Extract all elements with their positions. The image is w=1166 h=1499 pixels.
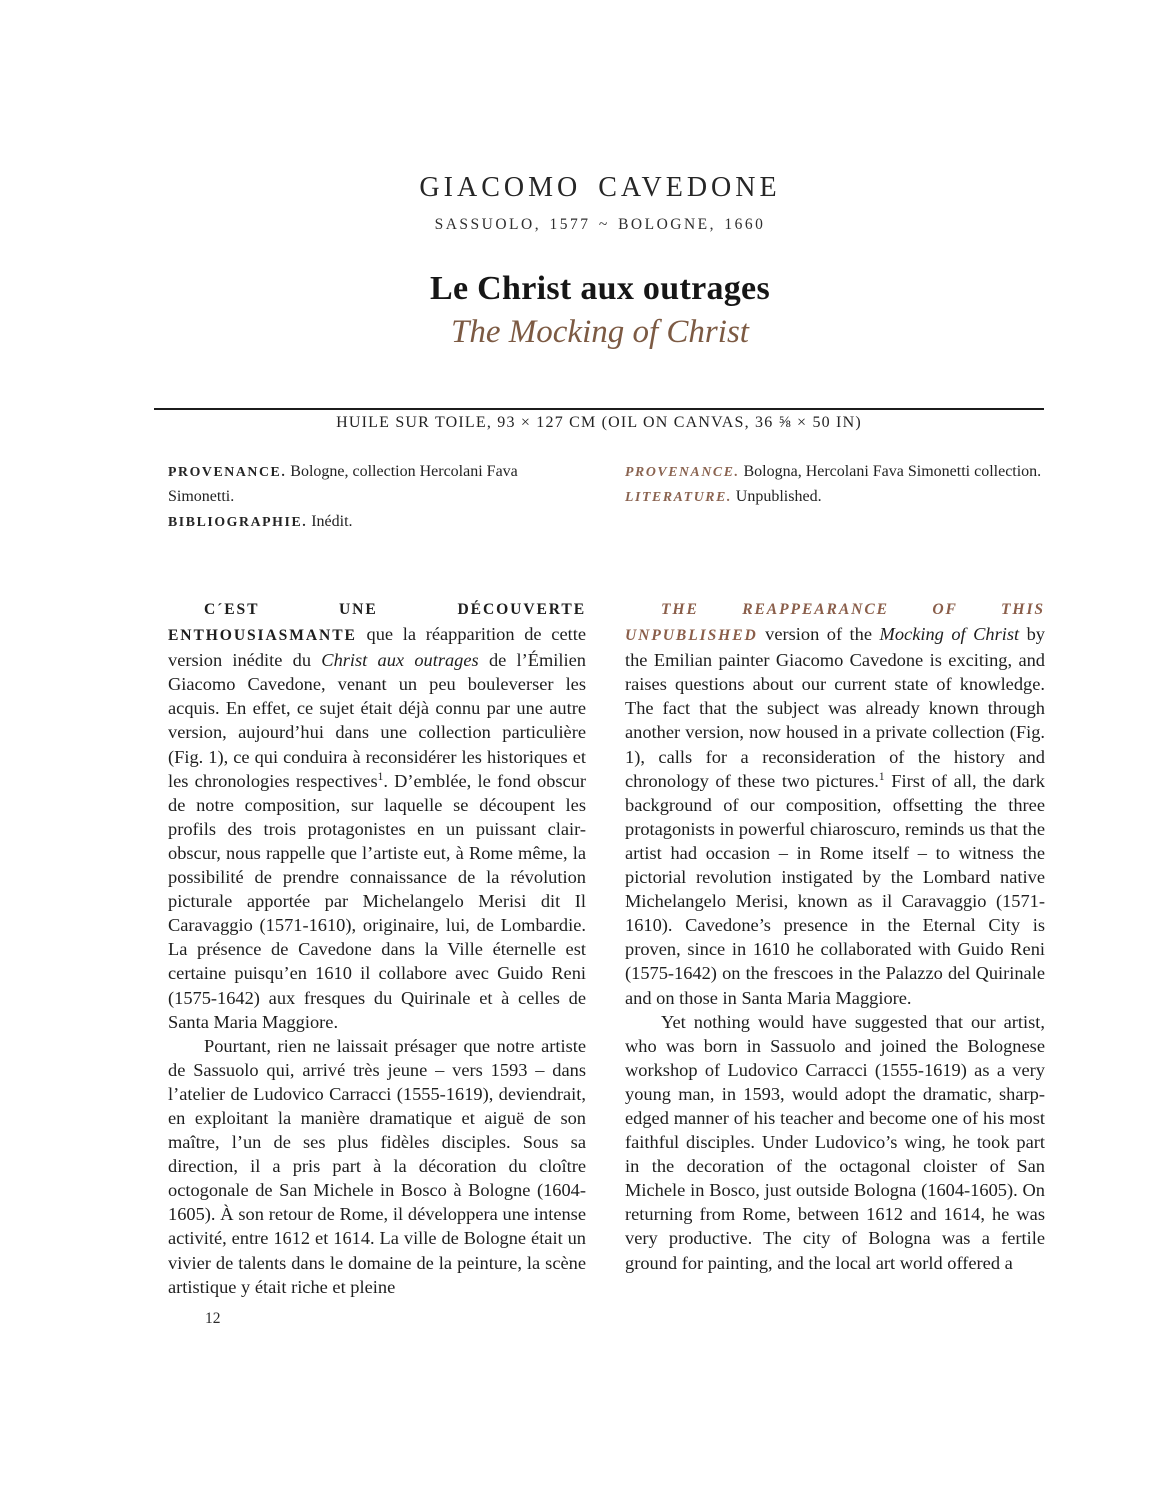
bibliography-value: Inédit.: [311, 513, 353, 530]
provenance-english: [625, 459, 1045, 509]
text-run: by the Emilian painter Giacomo Cavedone is exciting, and raises questions about our current state of knowledge. The fact that the subject was already known through another version, now housed in a private collection (Fig. 1), calls for a reconsideration of the history and chronology of these two pictures.: [625, 624, 1045, 791]
page-header: [156, 172, 1044, 351]
lead-small-caps: C´EST UNE DÉCOUVERTE ENTHOUSIASMANTE: [168, 601, 586, 645]
provenance-block: [0, 459, 1166, 530]
bibliography-label: BIBLIOGRAPHIE.: [168, 514, 308, 529]
horizontal-rule: [154, 408, 1044, 410]
medium-dimensions-line: HUILE SUR TOILE, 93 × 127 CM (OIL ON CANVAS, 36 ⅝ × 50 IN): [336, 414, 862, 431]
italic-work-title: Christ aux outrages: [321, 650, 479, 671]
work-title-english: The Mocking of Christ: [451, 314, 749, 350]
provenance-label: PROVENANCE.: [168, 464, 287, 479]
footnote-reference: 1: [377, 770, 384, 783]
bibliography-line: [168, 509, 586, 534]
lead-small-caps-brown: THE REAPPEARANCE OF THIS UNPUBLISHED: [625, 601, 1045, 645]
text-run: . D’emblée, le fond obscur de notre composition, sur laquelle se découpent les profils des trois protagonistes en un puissant clair-obscur, nous rappelle que l’artiste eut, à Rome même, la possibilité de prendre connaissance de la révolution picturale apportée par Michelangelo Merisi dit Il Caravaggio (1571-1610), originaire, lui, de Lombardie. La présence de Cavedone dans la Ville éternelle est certaine puisqu’en 1610 il collabore avec Guido Reni (1575-1642) aux fresques du Quirinale et à celles de Santa Maria Maggiore.: [168, 770, 586, 1032]
text-run: First of all, the dark background of our composition, offsetting the three protagonists in powerful chiaroscuro, reminds us that the artist had occasion – in Rome itself – to witness the pictorial revolution instigated by the Lombard native Michelangelo Merisi, known as il Caravaggio (1571-1610). Cavedone’s presence in the Eternal City is proven, since in 1610 he collaborated with Guido Reni (1575-1642) on the frescoes in the Palazzo del Quirinale and on those in Santa Maria Maggiore.: [625, 770, 1045, 1008]
paragraph: [168, 596, 586, 1034]
text-run: de l’Émilien Giacomo Cavedone, venant un peu bouleverser les acquis. En effet, ce sujet était déjà connu par une autre version, aujourd’hui dans une collection particulière (Fig. 1), ce qui conduira à reconsidérer les historiques et les chronologies respectives: [168, 650, 586, 791]
work-title-french: Le Christ aux outrages: [430, 270, 770, 307]
text-run: Yet nothing would have suggested that our artist, who was born in Sassuolo and joined the Bolognese workshop of Ludovico Carracci (1555-1619) as a very young man, in 1593, would adopt the dramatic, sharp-edged manner of his teacher and become one of his most faithful disciples. Under Ludovico’s wing, he took part in the decoration of the octagonal cloister of San Michele in Bosco, just outside Bologna (1604-1605). On returning from Rome, between 1612 and 1614, he was very productive. The city of Bologna was a fertile ground for painting, and the local art world offered a: [625, 1011, 1045, 1273]
provenance-line: [625, 459, 1045, 484]
provenance-label: PROVENANCE.: [625, 464, 740, 479]
provenance-french: [168, 459, 586, 534]
italic-work-title: Mocking of Christ: [879, 624, 1020, 645]
paragraph: [625, 596, 1045, 1010]
provenance-value: Bologna, Hercolani Fava Simonetti collection.: [743, 463, 1042, 480]
literature-value: Unpublished.: [735, 488, 822, 505]
french-text-column: [168, 596, 586, 1299]
literature-label: LITERATURE.: [625, 489, 732, 504]
paragraph: [168, 1034, 586, 1299]
text-run: que la réapparition de cette version inédite du: [168, 624, 586, 671]
artist-dates: SASSUOLO, 1577 ~ BOLOGNE, 1660: [434, 216, 766, 233]
provenance-line: [168, 459, 586, 509]
english-text-column: [625, 596, 1045, 1275]
footnote-reference: 1: [878, 770, 885, 783]
artist-name: GIACOMO CAVEDONE: [419, 172, 781, 203]
provenance-value: Bologne, collection Hercolani Fava Simonetti.: [168, 463, 518, 505]
text-run: Pourtant, rien ne laissait présager que notre artiste de Sassuolo qui, arrivé très jeune – vers 1593 – dans l’atelier de Ludovico Carracci (1555-1619), deviendrait, en exploitant la manière dramatique et aiguë de son maître, l’un de ses plus fidèles disciples. Sous sa direction, il a pris part à la décoration du cloître octogonale de San Michele in Bosco à Bologne (1604-1605). À son retour de Rome, il développera une intense activité, entre 1612 et 1614. La ville de Bologne était un vivier de talents dans le domaine de la peinture, la scène artistique y était riche et pleine: [168, 1035, 586, 1297]
literature-line: [625, 484, 1045, 509]
text-run: version of the: [757, 624, 880, 645]
page-number: 12: [205, 1310, 221, 1327]
paragraph: [625, 1010, 1045, 1275]
